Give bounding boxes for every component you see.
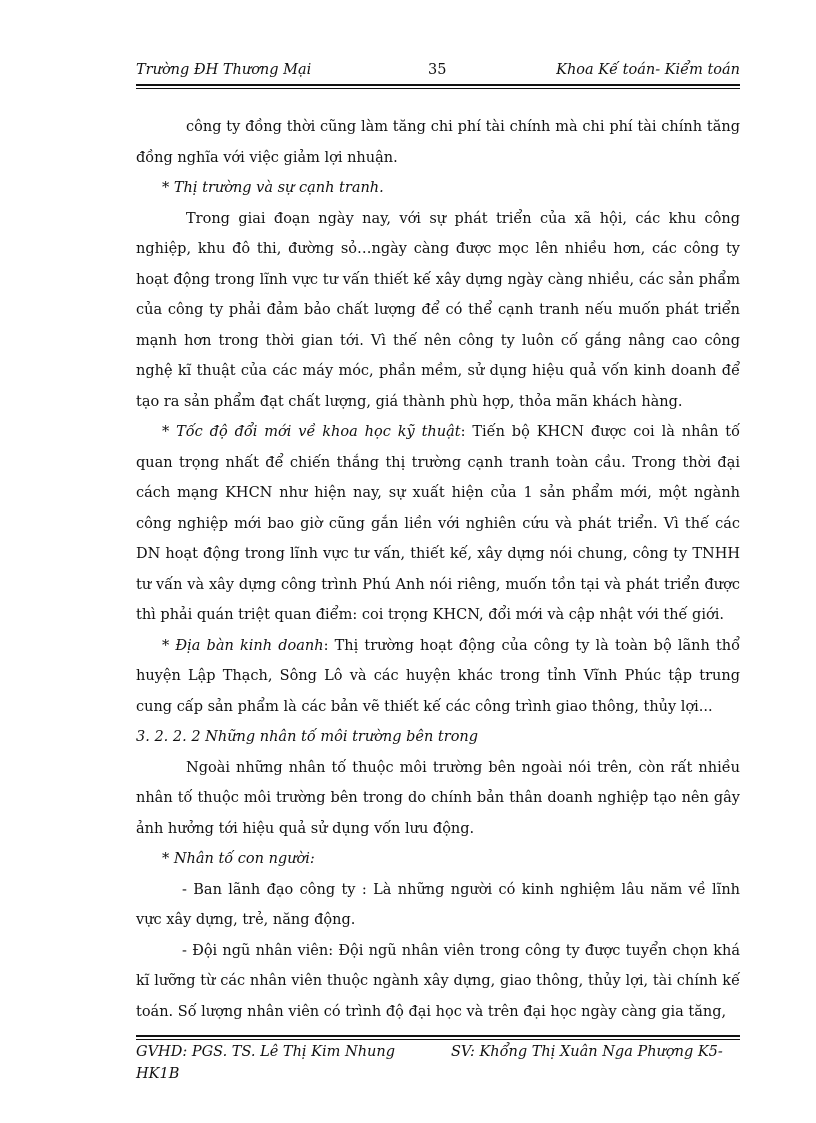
heading-human-factor: * Nhân tố con người:	[162, 851, 315, 867]
tech-innovation-lead: * Tốc độ đổi mới về khoa học kỹ thuật	[162, 424, 461, 440]
document-body	[136, 112, 740, 1027]
paragraph-business-area	[136, 631, 740, 723]
page-header	[136, 60, 740, 82]
business-area-text: : Thị trường hoạt động của công ty là toàn bộ lãnh thổ huyện Lập Thạch, Sông Lô và các huyện khác trong tỉnh Vĩnh Phúc tập trung cung cấp sản phẩm là các bản vẽ thiết kế các công trình giao thông, thủy lợi...	[136, 637, 740, 715]
header-rule-thick	[136, 84, 740, 86]
header-school: Trường ĐH Thương Mại	[136, 62, 312, 78]
tech-innovation-text: : Tiến bộ KHCN được coi là nhân tố quan trọng nhất để chiến thắng thị trường cạnh tranh toàn cầu. Trong thời đại cách mạng KHCN như hiện nay, sự xuất hiện của 1 sản phẩm mới, một ngành công nghiệp mới bao giờ cũng gắn liền với nghiên cứu và phát triển. Vì thế các DN hoạt động trong lĩnh vực tư vấn, thiết kế, xây dựng nói chung, công ty TNHH tư vấn và xây dựng công trình Phú Anh nói riêng, muốn tồn tại và phát triển được thì phải quán triệt quan điểm: coi trọng KHCN, đổi mới và cập nhật với thế giới.	[136, 424, 740, 623]
footer-student: SV: Khổng Thị Xuân Nga Phượng K5-	[451, 1044, 723, 1060]
business-area-lead: * Địa bàn kinh doanh	[162, 637, 324, 654]
paragraph-staff: - Đội ngũ nhân viên: Đội ngũ nhân viên trong công ty được tuyển chọn khá kĩ lưỡng từ các nhân viên thuộc ngành xây dựng, giao thông, thủy lợi, tài chính kế toán. Số lượng nhân viên có trình độ đại học và trên đại học ngày càng gia tăng,	[136, 942, 740, 1020]
footer-advisor: GVHD: PGS. TS. Lê Thị Kim Nhung	[136, 1044, 395, 1060]
paragraph-financial-cost: công ty đồng thời cũng làm tăng chi phí tài chính mà chi phí tài chính tăng đồng nghĩa với việc giảm lợi nhuận.	[136, 119, 740, 166]
heading-market-competition: * Thị trường và sự cạnh tranh.	[162, 180, 384, 196]
footer-rule-thin	[136, 1039, 740, 1040]
footer-student-class: HK1B	[136, 1066, 180, 1082]
section-heading-internal-factors: 3. 2. 2. 2 Những nhân tố môi trường bên trong	[136, 729, 479, 745]
paragraph-tech-innovation	[136, 417, 740, 631]
page-number: 35	[428, 62, 447, 78]
paragraph-market-competition: Trong giai đoạn ngày nay, với sự phát triển của xã hội, các khu công nghiệp, khu đô thi, đường sỏ…ngày càng được mọc lên nhiều hơn, các công ty hoạt động trong lĩnh vực tư vấn thiết kế xây dựng ngày càng nhiều, các sản phẩm của công ty phải đảm bảo chất lượng để có thể cạnh tranh nếu muốn phát triển mạnh hơn trong thời gian tới. Vì thế nên công ty luôn cố gắng nâng cao công nghệ kĩ thuật của các máy móc, phần mềm, sử dụng hiệu quả vốn kinh doanh để tạo ra sản phẩm đạt chất lượng, giá thành phù hợp, thỏa mãn khách hàng.	[136, 210, 740, 410]
paragraph-internal-factors: Ngoài những nhân tố thuộc môi trường bên ngoài nói trên, còn rất nhiều nhân tố thuộc môi trường bên trong do chính bản thân doanh nghiệp tạo nên gây ảnh hưởng tới hiệu quả sử dụng vốn lưu động.	[136, 759, 740, 837]
header-rule-thin	[136, 88, 740, 89]
footer-rule-thick	[136, 1035, 740, 1037]
paragraph-leadership: - Ban lãnh đạo công ty : Là những người có kinh nghiệm lâu năm về lĩnh vực xây dựng, trẻ, năng động.	[136, 881, 740, 928]
header-faculty: Khoa Kế toán- Kiểm toán	[556, 62, 740, 78]
